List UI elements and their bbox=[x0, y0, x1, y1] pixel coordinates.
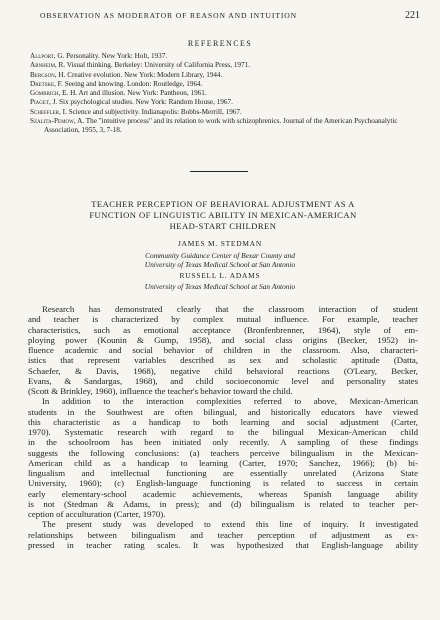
reference-text: Seeing and knowing. London: Routledge, 1964. bbox=[62, 79, 203, 88]
affiliation-line: University of Texas Medical School at San Antonio bbox=[144, 260, 296, 269]
body-text-line: 1970). Systematic research with regard to the bilingual Mexican-American child bbox=[28, 427, 418, 437]
body-text-line: American child as a handicap to learning (Carter, 1970; Sanchez, 1966); (b) bi- bbox=[28, 457, 418, 468]
article-title-line: TEACHER PERCEPTION OF BEHAVIORAL ADJUSTMENT AS A bbox=[91, 199, 355, 209]
reference-author: Scheffler, I. bbox=[30, 107, 67, 116]
body-text-line: ception of acculturation (Carter, 1970). bbox=[28, 509, 166, 519]
body-text-line: lingualism and intellectual functioning are essentially unrelated (Arizona State bbox=[28, 468, 418, 478]
body-text-line: University, 1960); (c) English-language functioning is related to success in certain bbox=[28, 478, 418, 489]
reference-author: Piaget, J. bbox=[30, 98, 58, 107]
body-text-line: Research has demonstrated clearly that the classroom interaction of student bbox=[42, 304, 418, 314]
section-divider bbox=[190, 171, 248, 172]
references-list bbox=[30, 52, 414, 136]
body-text-line: Evans, & Sandargas, 1968), and child socioeconomic level and personality states bbox=[28, 375, 418, 386]
reference-item bbox=[30, 117, 414, 136]
body-text-line: in the schoolroom has been initiated only recently. A sampling of these findings bbox=[28, 437, 418, 448]
author-name: JAMES M. STEDMAN bbox=[177, 239, 263, 248]
author-name: RUSSELL L. ADAMS bbox=[179, 271, 261, 280]
affiliation-line: University of Texas Medical School at San Antonio bbox=[144, 282, 296, 291]
reference-text: Visual thinking. Berkeley: University of California Press, 1971. bbox=[65, 61, 250, 70]
reference-text: Six psychological studies. New York: Random House, 1967. bbox=[57, 98, 233, 107]
running-title: OBSERVATION AS MODERATOR OF REASON AND INTUITION bbox=[40, 11, 298, 20]
body-text-line: is not (Stedman & Adams, in press); and (d) bilingualism is related to teacher per- bbox=[28, 498, 418, 509]
affiliation-line: Community Guidance Center of Bexar County and bbox=[145, 251, 295, 260]
references-heading: REFERENCES bbox=[187, 39, 253, 48]
body-text-line: In addition to the interaction complexities referred to above, Mexican-American bbox=[42, 396, 418, 407]
reference-text: Personality. New York: Holt, 1937. bbox=[64, 52, 168, 60]
reference-text: Art and illusion. New York: Pantheon, 1961. bbox=[77, 89, 207, 98]
reference-author: Szalita-Pemow, A. bbox=[30, 117, 85, 126]
body-text-line: The present study was developed to extend this line of inquiry. It investigated bbox=[42, 519, 418, 530]
body-text-line: relationships between bilingualism and teacher perception of adjustment as ex- bbox=[28, 529, 418, 540]
reference-text: The "intuitive process" and its relation to work with schizophrenics. Journal of the American Psychoanalytic Association, 1955, 3, 7-18. bbox=[44, 117, 398, 135]
body-text-line: pressed in teacher rating scales. It was hypothesized that English-language ability bbox=[28, 539, 418, 550]
author-affiliation bbox=[0, 282, 440, 291]
reference-author: Dretske, F. bbox=[30, 79, 63, 88]
body-text-line: Schaefer, & Davis, 1968), negative child behavioral reactions (O'Leary, Becker, bbox=[28, 365, 418, 376]
reference-item bbox=[30, 89, 414, 98]
reference-item bbox=[30, 98, 414, 107]
reference-item bbox=[30, 61, 414, 70]
article-title-line: FUNCTION OF LINGUISTIC ABILITY IN MEXICAN-AMERICAN bbox=[89, 209, 357, 220]
reference-author: Bergson, H. bbox=[30, 70, 66, 79]
article-title bbox=[30, 199, 416, 231]
body-text-line: characteristics, such as emotional acceptance (Bronfenbrenner, 1964), style of em- bbox=[28, 324, 418, 335]
reference-item bbox=[30, 52, 414, 61]
reference-author: Allport, G. bbox=[30, 52, 65, 60]
reference-item bbox=[30, 71, 414, 80]
reference-author: Gombrich, E. H. bbox=[30, 89, 78, 98]
body-text-line: suggests the following conclusions: (a) teachers perceive bilingualism in the Mexican- bbox=[28, 447, 418, 458]
reference-item bbox=[30, 80, 414, 89]
body-text-line: istics that represent variables described as sex and scholastic aptitude (Datta, bbox=[28, 355, 418, 366]
body-text-line: this characteristic as a handicap to both learning and social adjustment (Carter, bbox=[28, 416, 418, 427]
body-text-line: (Scott & Brinkley, 1960), influence the teacher's behavior toward the child. bbox=[28, 386, 293, 396]
body-text-line: early elementary-school academic achievements, whereas Spanish language ability bbox=[28, 488, 418, 499]
running-head bbox=[40, 10, 420, 21]
reference-item bbox=[30, 108, 414, 117]
body-text-line: students in the Southwest are often bilingual, and historically educators have viewed bbox=[28, 406, 418, 417]
reference-text: Science and subjectivity. Indianapolis: Bobbs-Merrill, 1967. bbox=[66, 107, 242, 116]
reference-author: Arnheim, R. bbox=[30, 61, 66, 70]
article-body bbox=[28, 304, 418, 550]
author-affiliation bbox=[0, 251, 440, 269]
body-text-line: ploying power (Kounin & Gump, 1958), and social class origins (Becker, 1952) in- bbox=[28, 334, 418, 345]
reference-text: Creative evolution. New York: Modern Library, 1944. bbox=[65, 70, 223, 79]
body-text-line: fluence academic and social behavior of children in the classroom. Also, characteri- bbox=[28, 345, 418, 355]
body-text-line: and teacher is characterized by complex mutual influence. For example, teacher bbox=[28, 314, 418, 325]
article-title-line: HEAD-START CHILDREN bbox=[169, 220, 277, 231]
page-number: 221 bbox=[405, 10, 420, 21]
